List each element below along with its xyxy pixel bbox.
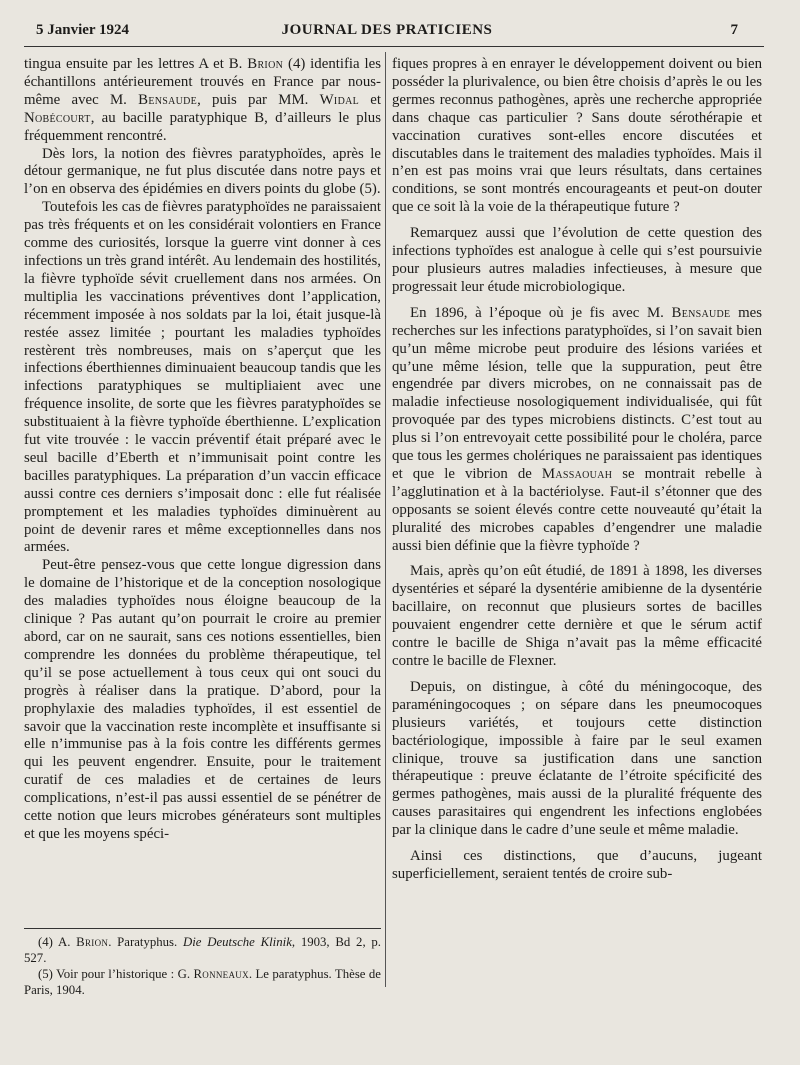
author-bensaude-2: Bensaude bbox=[671, 304, 731, 321]
left-column bbox=[24, 56, 381, 844]
page-header bbox=[36, 22, 738, 42]
left-paragraph-4: Peut-être pensez-vous que cette longue digression dans le domaine de l’historique et de la conception nosologique des maladies typhoïdes nous éloigne beaucoup de la clinique ? Pas autant qu’on pourrait le croire au premier abord, car on ne saurait, sans ces notions essentielles, bien comprendre les données du problème thérapeutique, tel qu’il se pose actuellement à tous ceux qui ont souci du progrès à réaliser dans la pratique. D’abord, pour la prophylaxie des maladies typhoïdes, il est essentiel de savoir que la vaccination reste incomplète et insuffisante si elle n’immunise pas à la fois contre les différents germes qui les peuvent engendrer. Ensuite, pour le traitement curatif de ces maladies et de certaines de leurs complications, n’est-il pas aussi essentiel de se pénétrer de cette notion que leurs microbes générateurs sont multiples et que les moyens spéci- bbox=[24, 557, 381, 842]
right-paragraph-4: Mais, après qu’on eût étudié, de 1891 à 1898, les diverses dysentéries et séparé la dysentérie amibienne de la dysentérie bacillaire, on reconnut que plusieurs sortes de bacilles pouvaient engendrer cette dernière et que le sérum actif contre le bacille de Shiga n’avait pas la même efficacité contre le bacille de Flexner. bbox=[392, 563, 762, 669]
right-paragraph-6: Ainsi ces distinctions, que d’aucuns, jugeant superficiellement, seraient tentés de croire sub- bbox=[392, 848, 762, 882]
header-journal-title: JOURNAL DES PRATICIENS bbox=[281, 22, 493, 38]
right-paragraph-3: En 1896, à l’époque où je fis avec M. Bensaude mes recherches sur les infections paratyphoïdes, si l’on savait bien qu’un même microbe peut produire des lésions variées et qu’une même lésion, telle que la suppuration, peut être engendrée par divers microbes, on ne connaissait pas de maladie infectieuse nosologiquement individualisée, qui fût provoquée par des types microbiens distincts. C’est tout au plus si l’on entrevoyait cette possibilité pour le choléra, parce que tous les germes cholériques ne paraissaient pas identiques et que le vibrion de Massaouah se montrait rebelle à l’agglutination et à la bactériolyse. Faut-il s’étonner que des opposants se soient élevés contre cette nouveauté qu’était la pluralité des microbes capables d’engendrer une maladie aussi bien définie que la fièvre typhoïde ? bbox=[392, 304, 763, 554]
right-paragraph-2: Remarquez aussi que l’évolution de cette question des infections typhoïdes est analogue à celle qui s’est poursuivie pour plusieurs autres maladies infectieuses, à mesure que progressait leur étude microbiologique. bbox=[392, 225, 762, 295]
author-widal: Widal bbox=[319, 91, 360, 108]
column-divider bbox=[385, 52, 386, 987]
header-page-number: 7 bbox=[730, 22, 738, 38]
author-bensaude: Bensaude bbox=[138, 91, 198, 108]
header-rule bbox=[24, 46, 764, 47]
right-paragraph-1: fiques propres à en enrayer le développement doivent ou bien posséder la plurivalence, ou bien être choisis d’après le ou les germes reconnus pathogènes, après une recherche appropriée dans chaque cas particulier ? Sans doute sérothérapie et vaccination curatives sont-elles encore discutées et discutables dans le traitement des maladies typhoïdes. Mais il n’en est pas moins vrai que leurs résultats, dans certaines conditions, se sont montrés encourageants et peut-on douter que ce soit là la voie de la thérapeutique future ? bbox=[392, 56, 762, 216]
right-column bbox=[392, 56, 762, 884]
left-paragraph-1: tingua ensuite par les lettres A et B. Brion (4) identifia les échantillons antérieurement trouvés en France par nous-même avec M. Bensaude, puis par MM. Widal et Nobécourt, au bacille paratyphique B, d’ailleurs le plus fréquemment rencontré. bbox=[24, 56, 382, 144]
footnote-rule bbox=[24, 928, 381, 929]
left-paragraph-3: Toutefois les cas de fièvres paratyphoïdes ne paraissaient pas très fréquents et on les considérait volontiers en France comme des curiosités, lorsque la guerre vint donner à ces infections un très grand intérêt. Au lendemain des hostilités, la fièvre typhoïde sévit cruellement dans nos armées. On multiplia les vaccinations préventives dont l’application, récemment imposée à nos soldats par la loi, était jusque-là restée assez limitée ; pourtant les maladies typhoïdes restèrent très nombreuses, mais on s’aperçut que les infections éberthiennes diminuaient beaucoup tandis que les infections paratyphiques se multipliaient avec une fréquence insolite, de sorte que les fièvres paratyphoïdes se substituaient à la fièvre typhoïde éberthienne. L’explication fut vite trouvée : le vaccin préventif était préparé avec le seul bacille d’Eberth et n’immunisait point contre les bacilles paratyphiques. La préparation d’un vaccin efficace aussi contre ces derniers s’imposait donc : elle fut réalisée promptement et les maladies typhoïdes diminuèrent au point de devenir rares et même exceptionnelles dans nos armées. bbox=[24, 199, 382, 556]
place-massaouah: Massaouah bbox=[541, 465, 613, 482]
right-paragraph-5: Depuis, on distingue, à côté du méningocoque, des paraméningocoques ; on sépare dans les pneumocoques plusieurs variétés, et toujours cette distinction bactériologique, impossible à faire par le seul examen clinique, trouve sa justification dans une sanction thérapeutique : preuve éclatante de l’étroite spécificité des germes pathogènes, mais aussi de la pluralité fréquente des causes parasitaires qui engendrent les infections englobées par la clinique dans le cadre d’une seule et même maladie. bbox=[392, 678, 762, 839]
footnotes bbox=[24, 934, 381, 998]
header-date: 5 Janvier 1924 bbox=[36, 22, 130, 38]
footnote-4: (4) A. Brion. Paratyphus. Die Deutsche Klinik, 1903, Bd 2, p. 527. bbox=[24, 935, 381, 965]
left-paragraph-2: Dès lors, la notion des fièvres paratyphoïdes, après le détour germanique, ne fut plus discutée dans notre pays et l’on en observa des épidémies en divers points du globe (5). bbox=[24, 145, 381, 198]
footnote-5: (5) Voir pour l’historique : G. Ronneaux. Le paratyphus. Thèse de Paris, 1904. bbox=[24, 967, 381, 997]
author-nobecourt: Nobécourt bbox=[24, 109, 91, 126]
author-brion: Brion bbox=[247, 56, 284, 72]
